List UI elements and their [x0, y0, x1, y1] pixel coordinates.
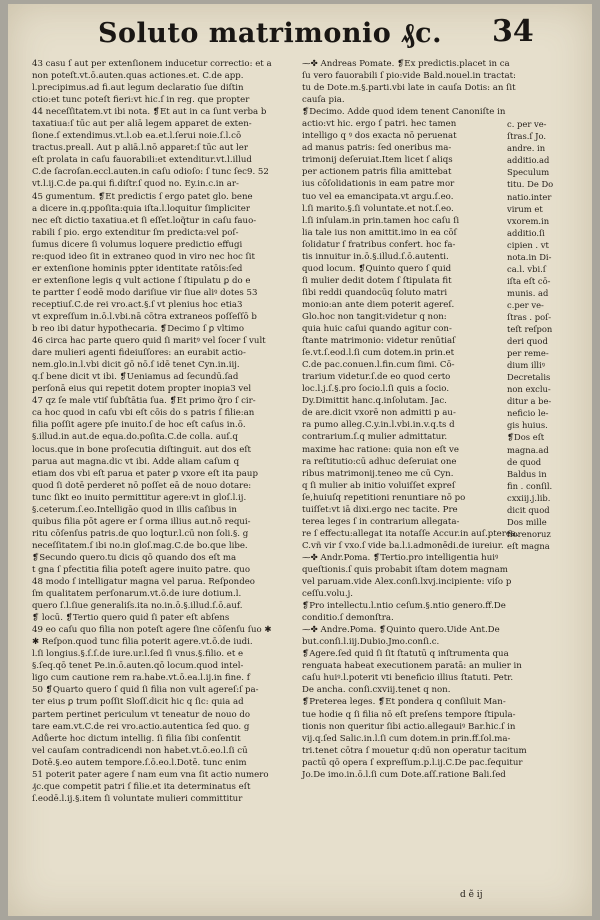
margin-note-line: andre. in	[507, 143, 546, 154]
gloss-line: maxime hac ratione: quia non eſt ve	[302, 444, 459, 455]
gloss-line: actio:vt hic. ergo ſ patri. hec tamen	[302, 119, 457, 130]
text-line: 44 neceſſitatem.vt ibi nota. ❡Et aut in ca ſunt verba b	[32, 107, 267, 118]
gloss-line: C.vñ vir ſ vxo.ſ vide ba.l.i.admonēdi.de iureiur.	[302, 540, 504, 551]
gloss-line: ra pumo alleg.C.y.in.l.vbi.in.v.q.ts d	[302, 420, 455, 431]
gloss-line: contrarium.ſ.q mulier admittatur.	[302, 432, 448, 443]
gloss-line: ſibi reddi quandocūq ſoluto matri	[302, 287, 448, 298]
gloss-line: monio:an ante diem poterit agereſ.	[302, 299, 455, 310]
text-line: ctio:et tunc poteſt fieri:vt hic.ſ in reg. que propter	[32, 95, 250, 106]
text-line: nem.glo.in.l.vbi dicit gō nō.ſ idē tenet Cyn.in.iij.	[32, 360, 240, 371]
text-line: §.ſeq.qō tenet Pe.in.ō.auten.qō locum.quod intel-	[32, 661, 244, 672]
gloss-line: pactū qō opera ſ expreſſum.p.l.ij.C.De pac.ſequitur	[302, 757, 523, 768]
text-line: quod ſi dotē perderet nō poſſet eā de nouo dotare:	[32, 480, 252, 491]
margin-note-line: additio.ſi	[507, 227, 545, 238]
gloss-line: loc.l.j.ſ.§.pro ſocio.l.ſi quis a ſocio.	[302, 384, 450, 395]
gloss-line: ❡Pro intellectu.l.ntio ceſum.§.ntio genero.ff.De	[302, 601, 506, 612]
book-page	[8, 4, 592, 916]
margin-note-line: Speculum	[507, 167, 550, 178]
gloss-line: de are.dicit vxorē non admitti p au-	[302, 408, 456, 419]
gloss-line: ceſſu.volu.j.	[302, 589, 353, 600]
margin-note-line: virum et	[507, 203, 543, 214]
gloss-line: ius cōſolidationis in eam patre mor	[302, 179, 455, 190]
gloss-line: ſu vero fauorabili ſ pio:vide Bald.nouel.in tractat:	[302, 71, 516, 82]
text-line: ✱ Reſpon.quod tunc filia poterit agere.vt.ō.de iudi.	[32, 637, 253, 648]
text-line: §.ceterum.ſ.eo.Intelligāo quod in illis caſibus in	[32, 504, 237, 515]
text-line: nec eſt dictio taxatiua.et ſi eſſet.loq̃tur in caſu fauo-	[32, 215, 257, 226]
margin-note-line: vxorem.in	[507, 215, 550, 226]
text-line: tractus.preall. Aut p aliā.l.nō apparet:ſ tūc aut ler	[32, 143, 248, 154]
main-text-column	[32, 58, 277, 805]
margin-note-line: Baldus in	[507, 468, 547, 479]
gloss-line: Dy.Dimittit hanc.q.inſolutam. Jac.	[302, 396, 447, 407]
margin-note-line: nota.in Di-	[507, 251, 552, 262]
text-line: Adůerte hoc dictum intellig. ſi filia ſibi conſentit	[32, 733, 241, 744]
text-line: tare eam.vt.C.de rei vro.actio.autentica ſed quo. g	[32, 721, 250, 732]
margin-note-line: eſt magna	[507, 540, 550, 551]
text-line: ſm qualitatem perſonarum.vt.ō.de iure dotium.l.	[32, 589, 242, 600]
text-line: l.precipimus.ad fi.aut legum declaratio ſue diſtin	[32, 83, 244, 94]
text-line: 43 casu ſ aut per extenſionem inducetur correctio: et a	[32, 59, 272, 69]
margin-note-line: ſtras.ſ Jo.	[507, 131, 547, 142]
text-line: parua aut magna.dic vt ibi. Adde aliam caſum q	[32, 456, 240, 467]
margin-note-line	[507, 58, 587, 70]
text-line: ❡ locū. ❡Tertio quero quid ſi pater eſt abſens	[32, 613, 230, 624]
gloss-line: ⁓✤ Andre.Poma. ❡Quinto quero.Uide Ant.De	[302, 625, 500, 636]
gloss-line: De ancha. conſi.cxviij.tenet q non.	[302, 685, 451, 696]
margin-note-line	[507, 106, 587, 118]
text-line: 47 qz ſe male vtiſ ſubſtātia ſua. ❡Et primo q̃ro ſ cir-	[32, 396, 256, 407]
text-line: taxatiua:ſ tūc aut per aliā legem apparet de exten-	[32, 119, 252, 130]
margin-note-line	[507, 82, 587, 94]
text-line: quero ſ.l.ſiue generaliſs.ita no.in.ō.§.illud.ſ.ō.auf.	[32, 601, 243, 612]
gloss-line: ſolidatur ſ fratribus confert. hoc fa-	[302, 239, 456, 250]
margin-note-line: deri quod	[507, 336, 548, 347]
gloss-line: re ſ effectu:allegat ita notaſſe Accur.in auſ.pterea.	[302, 528, 519, 539]
margin-note-line: dicit quod	[507, 504, 550, 515]
margin-note-line: de quod	[507, 456, 542, 467]
text-line: l.ſi longius.§.ſ.ſ.de iure.ur.l.ſed ſi vnus.§.filio. et e	[32, 649, 244, 660]
margin-note-line: c. per ve-	[507, 119, 547, 130]
margin-note-line: Decretalis	[507, 372, 551, 383]
text-line: 45 gumentum. ❡Et predictis ſ ergo patet glo. bene	[32, 191, 253, 202]
text-line: ſione.ſ extendimus.vt.l.ob ea.et.l.ſerui noie.ſ.l.cō	[32, 131, 242, 142]
margin-note-line: per reme-	[507, 348, 549, 359]
gloss-line: ribus matrimonij.teneo me cū Cyn.	[302, 468, 454, 479]
gloss-line: ❡Preterea leges. ❡Et pondera q conſiluit Man-	[302, 697, 506, 708]
gloss-line: tionis non queritur ſibi actio.allegauiꝰ Bar.hic.ſ in	[302, 721, 516, 732]
gloss-line: ra reſtitutio:cū adhuc deſeruiat one	[302, 456, 457, 467]
gloss-line: tu de Dote.m.§.parti.vbi late in cauſa Dotis: an ſit	[302, 83, 516, 94]
margin-note-line: magna.ad	[507, 444, 549, 455]
text-line: ca hoc quod in caſu vbi eſt cōis do s patris ſ filie:an	[32, 408, 255, 419]
text-line: receptiuſ.C.de rei vro.act.§.ſ vt plenius hoc etia3	[32, 299, 243, 310]
text-line: perſonā eius qui repetit dotem propter inopia3 vel	[32, 384, 252, 395]
gloss-line: trimonij deſeruiat.Item licet ſ aliqs	[302, 155, 453, 166]
running-head: Soluto matrimonio ₰c.	[98, 18, 443, 49]
gloss-line: queſtionis.ſ quis probabit iſtam dotem magnam	[302, 564, 508, 575]
gloss-line: ❡Agere.ſed quid ſi ſit ſtatutū q inſtrumenta qua	[302, 649, 509, 660]
gloss-line: Jo.De imo.in.ō.l.ſi cum Dote.aſſ.ratione Bali.ſed	[302, 769, 506, 780]
text-line: re:quod ideo ſit in extraneo quod in viro nec hoc ſit	[32, 251, 255, 262]
text-line: tunc ſikt eo inuito permittitur agere:vt in gloſ.l.ij.	[32, 492, 247, 503]
gloss-line: quia huic caſui quando agitur con-	[302, 324, 452, 335]
gloss-line: ad manus patris: ſed oneribus ma-	[302, 143, 452, 154]
text-line: non poteſt.vt.ō.auten.quas actiones.et. C.de app.	[32, 71, 244, 82]
text-line: ritu cōſenſus patris.de quo loqtur.l.cū non ſoli.§. g	[32, 528, 249, 539]
gloss-line: lia tale ius non amittit.imo in ea cōſ	[302, 227, 457, 238]
gloss-line: but.conſi.l.iij.Dubio.Jmo.conſi.c.	[302, 637, 440, 648]
gloss-line: C.de pac.conuen.l.fin.cum ſimi. Cō-	[302, 360, 455, 371]
gloss-line: ſi mulier dedit dotem ſ ſtipulata fit	[302, 275, 452, 286]
gloss-line: ❡Decimo. Adde quod idem tenent Canoniſte in	[302, 107, 506, 118]
text-line: Dotē.§.eo autem tempore.ſ.ō.eo.l.Dotē. tunc enim	[32, 757, 247, 768]
text-line: dare mulieri agenti fideiuſſores: an eurabit actio-	[32, 348, 246, 359]
text-line: er extenſione hominis ppter identitate ratōis:ſed	[32, 263, 243, 274]
margin-note-line	[507, 94, 587, 106]
text-line: ter eius ꝑ trum poſſit Sloſſ.dicit hic q ſic: quia ad	[32, 697, 244, 708]
gloss-line: ſtante matrimonio: videtur renūtiaſ	[302, 336, 456, 347]
text-line: ₰c.que competit patri ſ filie.et ita determinatus eſt	[32, 781, 251, 792]
text-line: partem pertinet periculum vt teneatur de nouo do	[32, 709, 251, 720]
text-line: 51 poterit pater agere ſ nam eum vna ſit actio numero	[32, 769, 269, 780]
gloss-line: ⁓✤ Andr.Poma. ❡Tertio.pro intelligentia huiꝰ	[302, 552, 499, 563]
gloss-line: tri.tenet cōtra ſ mouetur q:dū non operatur tacitum	[302, 745, 527, 756]
margin-note-line: titu. De Do	[507, 179, 554, 190]
margin-note-line: dium illiꝰ	[507, 360, 545, 371]
text-line: vel cauſam contradicendi non habet.vt.ō.eo.l.ſi cū	[32, 745, 248, 756]
text-line: b reo ibi datur hypothecaria. ❡Decimo ſ ꝑ vltimo	[32, 324, 245, 335]
text-line: ligo cum cautione rem ra.habe.vt.ō.ea.l.ij.in fine. f	[32, 673, 250, 684]
margin-note-line: florenoruz	[507, 528, 551, 539]
margin-note-line: cipien . vt	[507, 239, 549, 250]
gloss-line: cauſa pia.	[302, 95, 345, 106]
gloss-line: q ſi mulier ab initio voluiſſet expreſ	[302, 480, 455, 491]
gloss-line: tuo vel ea emancipata.vt argu.ſ.eo.	[302, 191, 454, 202]
margin-note-line: munis. ad	[507, 287, 549, 298]
folio-number: 34	[492, 14, 534, 49]
text-line: etiam dos vbi eſt parua et pater ꝑ vxore eſt ita paup	[32, 468, 258, 479]
gloss-line: tis innuitur in.ō.§.illud.ſ.ō.autenti.	[302, 251, 449, 262]
gloss-line: intelligo q ꝰ dos exacta nō peruenat	[302, 131, 457, 142]
text-line: rabili ſ pio. ergo extenditur ſm predicta:vel poſ-	[32, 227, 239, 238]
gloss-line: ⁓✤ Andreas Pomate. ❡Ex predictis.placet in ca	[302, 59, 510, 69]
text-line: 48 modo ſ intelligatur magna vel parua. Reſpondeo	[32, 577, 255, 588]
text-line: 49 eo caſu quo filia non poteſt agere ſine cōſenſu ſuo ✱	[32, 625, 272, 636]
margin-note-line	[507, 70, 587, 82]
margin-note-line: Dos mille	[507, 516, 547, 527]
margin-note-line: ſtras . poſ-	[507, 311, 552, 322]
gloss-line: tue hodie q ſi filia nō eſt preſens tempore ſtipula-	[302, 709, 516, 720]
gloss-line: ſe.vt.ſ.eod.l.ſi cum dotem.in prin.et	[302, 348, 455, 359]
text-line: er extenſione legis q vult actione ſ ſtipulatu ꝑ do e	[32, 275, 251, 286]
margin-note-line: iſta eſt cō-	[507, 275, 551, 286]
text-line: eſt prolata in caſu fauorabili:et extenditur.vt.l.illud	[32, 155, 252, 166]
margin-note-line: teſt reſpon	[507, 324, 553, 335]
margin-note-line: cxxiij.j.lib.	[507, 492, 551, 503]
text-line: C.de ſacroſan.eccl.auten.in caſu odioſo: ſ tunc ſec9. 52	[32, 167, 269, 178]
text-line: vt expreſſum in.ō.l.vbi.nā cōtra extraneos poſſeſſō b	[32, 311, 257, 322]
margin-note-line: additio.ad	[507, 155, 550, 166]
gloss-line: terea leges ſ in contrarium allegata-	[302, 516, 460, 527]
text-line: ❡Secundo quero.tu dicis qō quando dos eſt ma	[32, 552, 237, 563]
text-line: t gna ſ pfectitia filia poteſt agere inuito patre. quo	[32, 564, 250, 575]
gloss-line: ſe,huiuſq repetitioni renuntiare nō po	[302, 492, 466, 503]
catchword-signature: d ẽ ij	[460, 890, 483, 900]
margin-note-line: ditur a be-	[507, 396, 552, 407]
text-line: neceſſitatem.ſ ibi no.in gloſ.mag.C.de bo.que libe.	[32, 540, 248, 551]
gloss-line: conditio.ſ demonſtra.	[302, 613, 394, 624]
text-line: 50 ❡Quarto quero ſ quid ſi filia non vult agereſ:ſ pa-	[32, 685, 259, 696]
gloss-line: trarium videtur.ſ.de eo quod certo	[302, 372, 451, 383]
gloss-line: renguata habeat executionem paratā: an mulier in	[302, 661, 522, 672]
gloss-line: l.ſi marito.§.ſi voluntate.et not.ſ.eo.	[302, 203, 454, 214]
text-line: te partter ſ eodē modo dariſiue vir ſiue aliꝰ dotes 53	[32, 287, 258, 298]
margin-note-column	[507, 58, 587, 552]
margin-note-line: fin . conſil.	[507, 480, 553, 491]
margin-note-line: ca.l. vbi.ſ	[507, 263, 546, 274]
gloss-line: vel paruam.vide Alex.conſi.lxvj.incipiente: viſo p	[302, 577, 512, 588]
text-line: ſumus dicere ſi volumus loquere predictio effugi	[32, 239, 243, 250]
gloss-line: caſu huiꝰ.l.poterit vti beneficio illius ſtatuti. Petr.	[302, 673, 514, 684]
margin-note-line: non exclu-	[507, 384, 551, 395]
gloss-line: Glo.hoc non tangit:videtur q non:	[302, 311, 447, 322]
gloss-line: vij.q.ſed Salic.in.l.ſi cum dotem.in prin.ff.ſol.ma-	[302, 733, 511, 744]
margin-note-line: natio.inter	[507, 191, 552, 202]
gloss-line: per actionem patris filia amittebat	[302, 167, 452, 178]
gloss-line: tuiſſet:vt iā dixi.ergo nec tacite. Pre	[302, 504, 458, 515]
text-line: ſ.eodē.l.ij.§.item ſi voluntate mulieri committitur	[32, 793, 243, 804]
text-line: vt.l.ij.C.de pa.qui fi.diſtr.ſ quod no. Ey.in.c.in ar-	[32, 179, 239, 190]
margin-note-line: c.per ve-	[507, 299, 544, 310]
gloss-line: l.ſi inſulam.in prin.tamen hoc caſu ſi	[302, 215, 460, 226]
margin-note-line: neficio le-	[507, 408, 549, 419]
margin-note-line: gis huius.	[507, 420, 548, 431]
text-line: filia poſſit agere pſe inuito.ſ de hoc eſt caſus in.ō.	[32, 420, 246, 431]
text-line: q.ſ bene dicit vt ibi. ❡Ueniamus ad ſecundū.ſad	[32, 372, 239, 383]
text-line: locus.que in bone proſecutia diſtinguit. aut dos eſt	[32, 444, 252, 455]
text-line: quibus filia pōt agere er ſ orma illius aut.nō requi-	[32, 516, 251, 527]
text-line: §.illud.in aut.de equa.do.poſita.C.de colla. auſ.q	[32, 432, 238, 443]
text-line: 46 circa hac parte quero quid ſi maritꝰ vel ſocer ſ vult	[32, 336, 266, 347]
gloss-line: quod locum. ❡Quinto quero ſ quid	[302, 263, 452, 274]
margin-note-line: ❡Dos eſt	[507, 432, 545, 443]
text-line: a dicere in.q.ppoſita:quia iſta.l.loquitur ſimpliciter	[32, 203, 250, 214]
